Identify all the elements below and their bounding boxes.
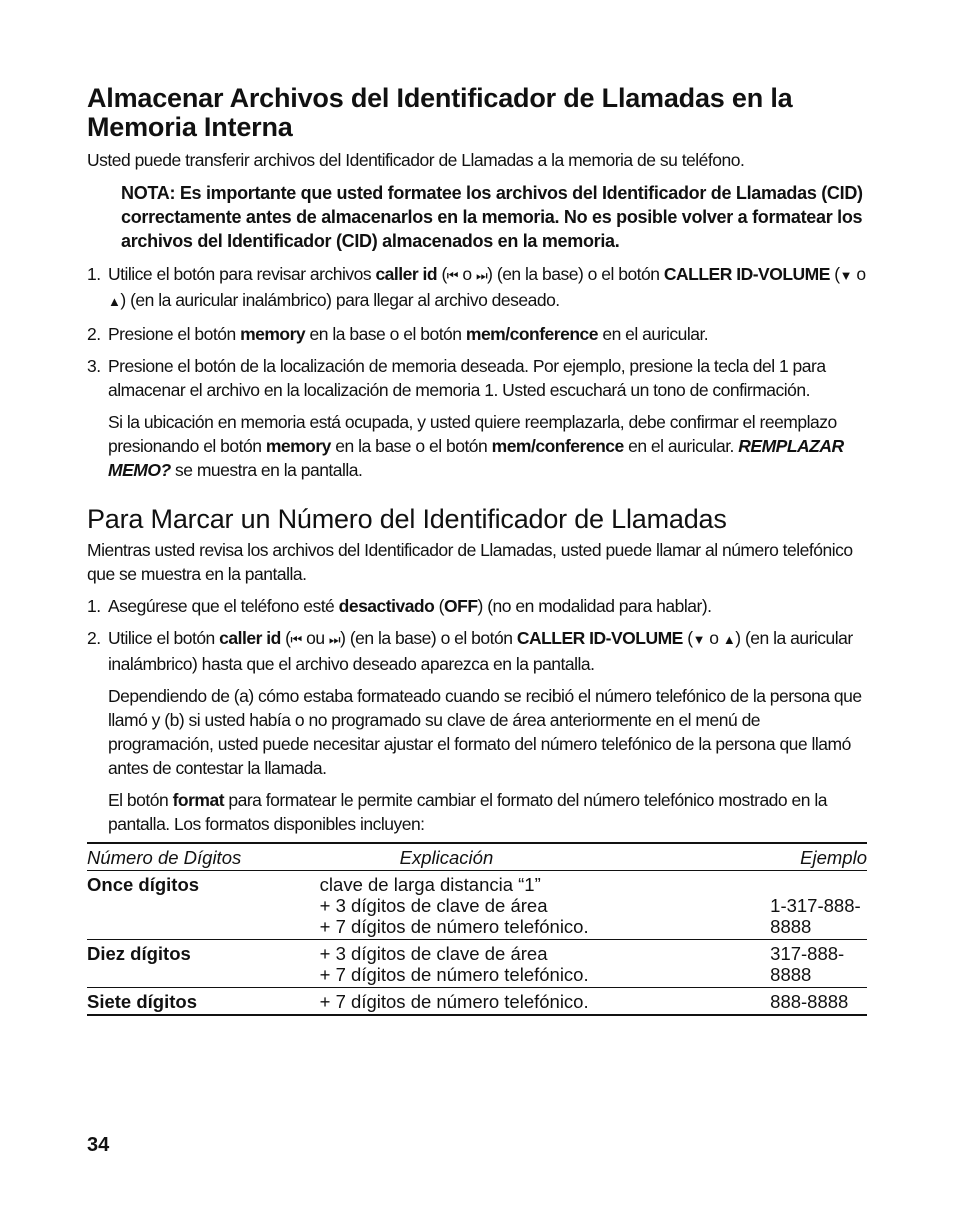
row-label: Once dígitos <box>87 874 200 895</box>
text-run: Si la ubicación en memoria está ocupada, y usted quiere reemplazarla, debe confirmar el reemplazo presionando el botón <box>108 412 837 456</box>
text-run: en el auricular. <box>623 436 739 456</box>
text-run: Asegúrese que el teléfono esté <box>108 596 339 616</box>
row-example: 888-8888 <box>770 991 849 1012</box>
text-run: en el auricular. <box>597 324 709 344</box>
number-format-table <box>87 842 867 1016</box>
text-run: en la base o el botón <box>305 324 466 344</box>
text-run: ( <box>437 264 447 284</box>
text-run: ) (en la auricular inalámbrico) para llegar al archivo deseado. <box>120 290 560 310</box>
table-header-row <box>87 843 867 871</box>
row-example: 1-317-888-8888 <box>770 895 861 937</box>
step-text <box>108 322 867 346</box>
text-run: Presione el botón <box>108 324 241 344</box>
key-caller-id: caller id <box>219 628 281 648</box>
arrow-up-icon: ▲ <box>108 294 121 309</box>
text-run: El botón <box>108 790 173 810</box>
arrow-up-icon: ▲ <box>722 632 736 647</box>
step-text <box>108 626 867 676</box>
steps-list-store <box>87 262 867 402</box>
skip-forward-icon: ⏭ <box>328 632 341 647</box>
step-number: 1. <box>87 264 101 284</box>
state-off-label: desactivado <box>338 596 435 616</box>
text-run: ) (en la base) o el botón <box>487 264 664 284</box>
text-run: en la base o el botón <box>330 436 492 456</box>
table-row <box>87 988 867 1016</box>
text-run: ( <box>434 596 445 616</box>
manual-page <box>87 84 867 1016</box>
text-run: o <box>851 264 866 284</box>
explanation-line: + 3 dígitos de clave de área <box>319 895 548 916</box>
row-label: Siete dígitos <box>87 991 197 1012</box>
key-mem-conference: mem/conference <box>491 436 624 456</box>
steps-list-dial <box>87 594 867 676</box>
row-label: Diez dígitos <box>87 943 191 964</box>
text-run: ) (en la auricular inalámbrico) hasta que el archivo deseado aparezca en la pantalla. <box>108 628 853 674</box>
explanation-line: + 7 dígitos de número telefónico. <box>319 991 589 1012</box>
format-button-paragraph <box>108 788 867 836</box>
note-text: NOTA: Es importante que usted formatee los archivos del Identificador de Llamadas (CID) correctamente antes de almacenarlos en la memoria. No es posible volver a formatear los archivos del Identificador (CID) almacenados en la memoria. <box>121 183 863 251</box>
row-example: 317-888-8888 <box>770 943 845 985</box>
skip-back-icon: ⏮ <box>446 268 458 283</box>
step-text: Presione el botón de la localización de memoria deseada. Por ejemplo, presione la tecla del 1 para almacenar el archivo en la localización de memoria 1. Usted escuchará un tono de confirmación. <box>108 356 826 400</box>
step-text <box>108 262 867 314</box>
arrow-down-icon: ▼ <box>839 268 852 283</box>
table-row <box>87 871 867 940</box>
format-dependency-paragraph: Dependiendo de (a) cómo estaba formateado cuando se recibió el número telefónico de la persona que llamó y (b) si usted había o no programado su clave de área anteriormente en el menú de programación, usted puede necesitar ajustar el formato del número telefónico de la persona que llamó antes de contestar la llamada. <box>108 686 862 778</box>
text-run: ) (no en modalidad para hablar). <box>477 596 712 616</box>
step-number: 3. <box>87 356 101 376</box>
key-memory: memory <box>240 324 306 344</box>
column-header: Ejemplo <box>800 847 867 868</box>
key-caller-id-volume: CALLER ID-VOLUME <box>516 628 683 648</box>
key-caller-id-volume: CALLER ID-VOLUME <box>663 264 830 284</box>
replace-paragraph <box>108 410 867 482</box>
text-run: ( <box>829 264 840 284</box>
explanation-line: + 7 dígitos de número telefónico. <box>319 916 589 937</box>
text-run: para formatear le permite cambiar el formato del número telefónico mostrado en la pantalla. Los formatos disponibles incluyen: <box>108 790 827 834</box>
column-header: Número de Dígitos <box>87 847 242 868</box>
step-item <box>87 594 867 618</box>
page-number: 34 <box>87 1134 110 1156</box>
section-intro: Usted puede transferir archivos del Identificador de Llamadas a la memoria de su teléfono. <box>87 150 745 170</box>
text-run: Utilice el botón para revisar archivos <box>108 264 376 284</box>
step-item <box>87 354 867 402</box>
column-header: Explicación <box>399 847 494 868</box>
state-off-code: OFF <box>444 596 478 616</box>
step-number: 2. <box>87 628 101 648</box>
step-item <box>87 322 867 346</box>
step-number: 2. <box>87 324 101 344</box>
text-run: o <box>704 628 723 648</box>
text-run: o <box>458 264 476 284</box>
text-run: ou <box>301 628 329 648</box>
row-explanation <box>320 988 770 1016</box>
key-caller-id: caller id <box>375 264 438 284</box>
table-row <box>87 940 867 988</box>
explanation-line: + 7 dígitos de número telefónico. <box>319 964 589 985</box>
step-item <box>87 626 867 676</box>
key-memory: memory <box>265 436 331 456</box>
text-run: Utilice el botón <box>108 628 220 648</box>
section-intro: Mientras usted revisa los archivos del Identificador de Llamadas, usted puede llamar al número telefónico que se muestra en la pantalla. <box>87 540 853 584</box>
step-item <box>87 262 867 314</box>
text-run: ) (en la base) o el botón <box>340 628 517 648</box>
row-explanation <box>320 871 770 940</box>
section-title-dial-cid: Para Marcar un Número del Identificador de Llamadas <box>87 504 727 534</box>
text-run: ( <box>682 628 693 648</box>
text-run: ( <box>280 628 291 648</box>
key-mem-conference: mem/conference <box>465 324 598 344</box>
arrow-down-icon: ▼ <box>692 632 705 647</box>
step-number: 1. <box>87 596 101 616</box>
skip-forward-icon: ⏭ <box>475 268 488 283</box>
explanation-line: clave de larga distancia “1” <box>319 874 541 895</box>
step-text <box>108 594 867 618</box>
skip-back-icon: ⏮ <box>290 632 302 647</box>
text-run: se muestra en la pantalla. <box>170 460 363 480</box>
display-message: REMPLAZAR MEMO? <box>108 436 844 480</box>
section-title-store-cid: Almacenar Archivos del Identificador de Llamadas en la Memoria Interna <box>87 83 793 142</box>
row-explanation <box>320 940 770 988</box>
key-format: format <box>172 790 225 810</box>
explanation-line: + 3 dígitos de clave de área <box>319 943 548 964</box>
